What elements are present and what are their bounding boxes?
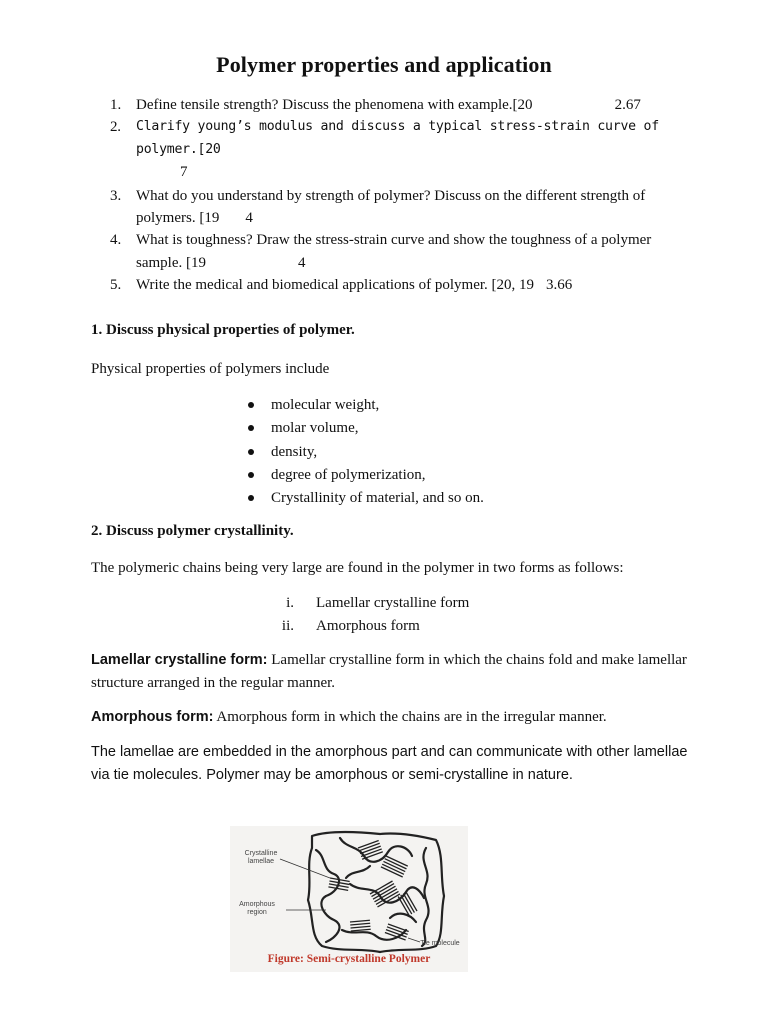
- label-amorphous-region: [232, 901, 282, 917]
- question-score: 2.67: [614, 97, 641, 113]
- figure-caption: Figure: Semi-crystalline Polymer: [267, 953, 431, 965]
- lamellar-text: Lamellar crystalline form in which the chains fold and make lamellar structure arranged in the regular manner.: [91, 652, 687, 691]
- section-intro: The polymeric chains being very large are found in the polymer in two forms as follows:: [91, 560, 624, 576]
- form-list: [276, 592, 469, 638]
- closing-paragraph: The lamellae are embedded in the amorphous part and can communicate with other lamellae via tie molecules. Polymer may be amorphous or semi-crystalline in nature.: [91, 744, 688, 783]
- question-score: 4: [245, 210, 253, 227]
- question-text: What is toughness? Draw the stress-strain curve and show the toughness of a polymer sample. [19: [136, 232, 652, 271]
- list-item-text: degree of polymerization,: [271, 466, 426, 483]
- question-number: 2.: [110, 119, 121, 136]
- label-line: Crystalline: [244, 850, 278, 857]
- list-item: [244, 417, 484, 440]
- question-item: [110, 274, 690, 296]
- label-tie-molecule: Tie molecule: [420, 940, 460, 947]
- list-item: [244, 464, 484, 487]
- list-item: [244, 394, 484, 417]
- question-item: [110, 116, 690, 184]
- bullet-icon: [248, 425, 254, 431]
- list-item: [276, 592, 469, 615]
- list-item: [276, 615, 469, 638]
- amorphous-text: Amorphous form in which the chains are in the irregular manner.: [213, 709, 607, 725]
- label-line: region: [247, 909, 267, 916]
- page-title: Polymer properties and application: [216, 52, 552, 77]
- amorphous-paragraph: [91, 706, 691, 729]
- question-number: 5.: [110, 277, 122, 294]
- list-number: ii.: [281, 618, 294, 634]
- property-bullet-list: [244, 394, 484, 510]
- bullet-icon: [248, 402, 254, 408]
- lamellar-lead: Lamellar crystalline form:: [91, 652, 268, 668]
- question-text: Clarify young’s modulus and discuss a typical stress-strain curve of polymer.[20: [136, 119, 659, 157]
- list-number: i.: [286, 595, 294, 611]
- question-text: What do you understand by strength of polymer? Discuss on the different strength of polymers. [19: [136, 187, 646, 227]
- bullet-icon: [248, 449, 254, 455]
- question-text: Define tensile strength? Discuss the phenomena with example.[20: [136, 97, 533, 113]
- bullet-icon: [248, 472, 254, 478]
- question-number: 3.: [110, 187, 122, 204]
- question-item: [110, 229, 690, 274]
- question-score: 4: [297, 254, 306, 271]
- question-text: Write the medical and biomedical applications of polymer. [20, 19: [136, 277, 535, 294]
- section-intro: Physical properties of polymers include: [91, 361, 330, 377]
- section-heading-physical-properties: 1. Discuss physical properties of polymer.: [91, 322, 355, 338]
- list-item-text: Lamellar crystalline form: [316, 595, 470, 611]
- amorphous-lead: Amorphous form:: [91, 709, 214, 725]
- question-item: [110, 94, 690, 116]
- question-number: 4.: [110, 232, 122, 249]
- list-item-text: molecular weight,: [271, 397, 380, 413]
- question-item: [110, 185, 690, 230]
- list-item-text: Crystallinity of material, and so on.: [271, 490, 484, 507]
- label-line: Amorphous: [239, 901, 275, 908]
- list-item-text: molar volume,: [271, 420, 359, 437]
- question-number: 1.: [110, 97, 122, 113]
- question-list: [110, 94, 690, 297]
- semi-crystalline-figure: [230, 826, 468, 972]
- list-item: [244, 487, 484, 510]
- list-item: [244, 441, 484, 464]
- list-item-text: Amorphous form: [316, 618, 420, 634]
- section-heading-crystallinity: 2. Discuss polymer crystallinity.: [91, 523, 294, 539]
- label-line: lamellae: [247, 858, 275, 865]
- question-score: 7: [180, 164, 188, 181]
- label-crystalline-lamellae: [238, 850, 284, 866]
- lamellar-paragraph: [91, 649, 691, 695]
- polymer-structure-illustration: [230, 826, 468, 972]
- list-item-text: density,: [271, 443, 318, 460]
- question-score: 3.66: [546, 277, 573, 294]
- bullet-icon: [248, 495, 254, 501]
